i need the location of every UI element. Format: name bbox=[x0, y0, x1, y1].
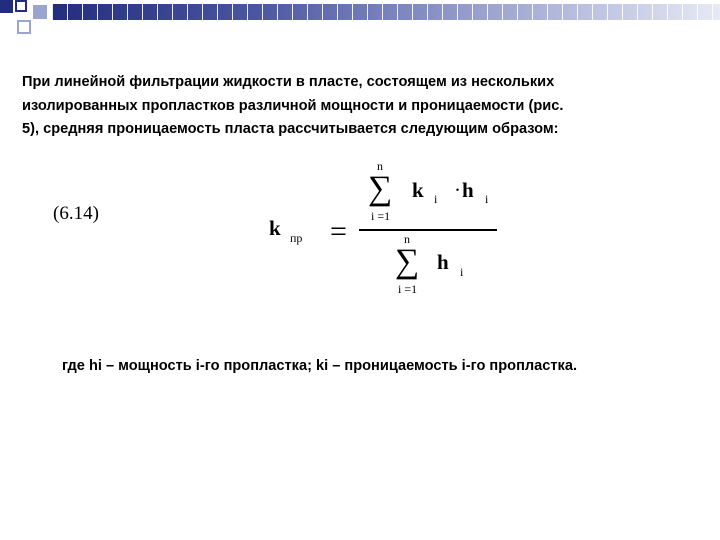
denominator-sigma: ∑ bbox=[395, 243, 420, 280]
numerator-dot: · bbox=[454, 178, 461, 202]
numerator-lower-limit: i =1 bbox=[371, 209, 391, 223]
numerator-k-subscript: i bbox=[434, 192, 438, 206]
intro-paragraph: При линейной фильтрации жидкости в пласте, состоящем из нескольких изолированных пропластков различной мощности и проницаемости (рис. 5), средняя проницаемость пласта рассчитывается следующим образом: bbox=[22, 74, 564, 137]
denominator-h-subscript: i bbox=[460, 265, 464, 279]
numerator-h: h bbox=[462, 178, 474, 202]
numerator-k: k bbox=[412, 178, 424, 202]
equals-sign: = bbox=[330, 215, 347, 248]
numerator-h-subscript: i bbox=[485, 192, 489, 206]
numerator-upper-limit: n bbox=[377, 159, 383, 173]
lhs-subscript: пр bbox=[290, 231, 303, 245]
lhs-k: k bbox=[269, 216, 281, 240]
equation-number: (6.14) bbox=[53, 203, 99, 224]
denominator-upper-limit: n bbox=[404, 232, 410, 246]
fraction-bar bbox=[359, 229, 497, 231]
numerator-sigma: ∑ bbox=[368, 170, 393, 207]
denominator-lower-limit: i =1 bbox=[398, 282, 418, 296]
denominator-h: h bbox=[437, 250, 449, 274]
variable-definitions: где hi – мощность i-го пропластка; ki – проницаемость i-го пропластка. bbox=[62, 358, 578, 374]
